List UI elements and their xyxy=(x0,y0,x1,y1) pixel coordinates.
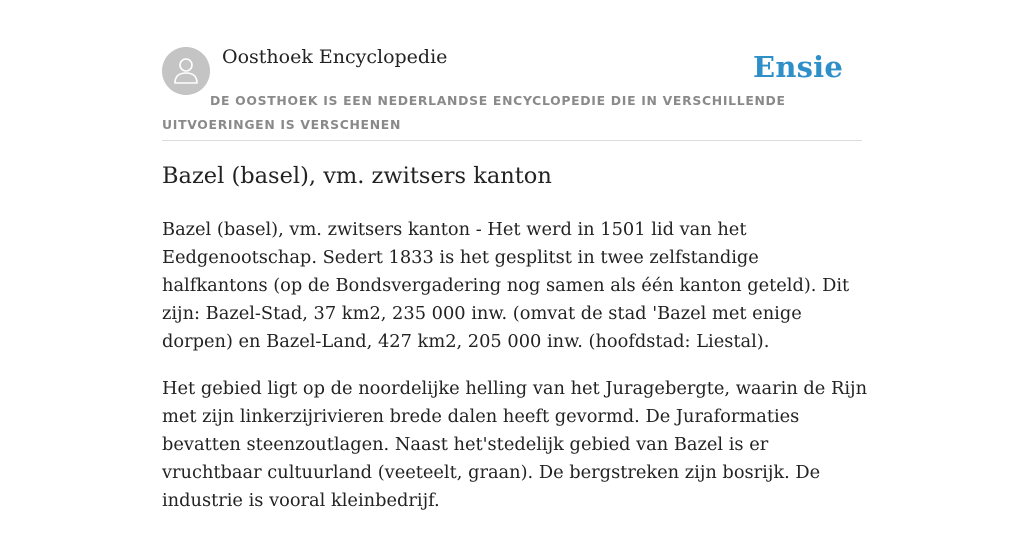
user-icon xyxy=(162,47,210,95)
article-paragraph: Bazel (basel), vm. zwitsers kanton - Het werd in 1501 lid van het Eedgenootschap. Sedert 1833 is het gesplitst in twee zelfstandige halfkantons (op de Bondsvergadering nog samen als één kanton geteld). Dit zijn: Bazel-Stad, 37 km2, 235 000 inw. (omvat de stad 'Bazel met enige dorpen) en Bazel-Land, 427 km2, 205 000 inw. (hoofdstad: Liestal). xyxy=(162,219,850,352)
article-paragraph: Het gebied ligt op de noordelijke helling van het Juragebergte, waarin de Rijn met zijn linkerzijrivieren brede dalen heeft gevormd. De Juraformaties bevatten steenzoutlagen. Naast het'stedelijk gebied van Bazel is er vruchtbaar cultuurland (veeteelt, graan). De bergstreken zijn bosrijk. De industrie is vooral kleinbedrijf. xyxy=(162,378,868,511)
article-title: Bazel (basel), vm. zwitsers kanton xyxy=(162,163,552,189)
source-header xyxy=(162,0,862,141)
brand-logo[interactable]: Ensie xyxy=(753,50,843,84)
source-tagline: DE OOSTHOEK IS EEN NEDERLANDSE ENCYCLOPEDIE DIE IN VERSCHILLENDE UITVOERINGEN IS VERSCHENEN xyxy=(162,93,786,132)
page-container xyxy=(162,0,868,511)
article-body xyxy=(162,216,868,534)
avatar[interactable] xyxy=(162,47,210,95)
source-title[interactable]: Oosthoek Encyclopedie xyxy=(222,46,448,68)
